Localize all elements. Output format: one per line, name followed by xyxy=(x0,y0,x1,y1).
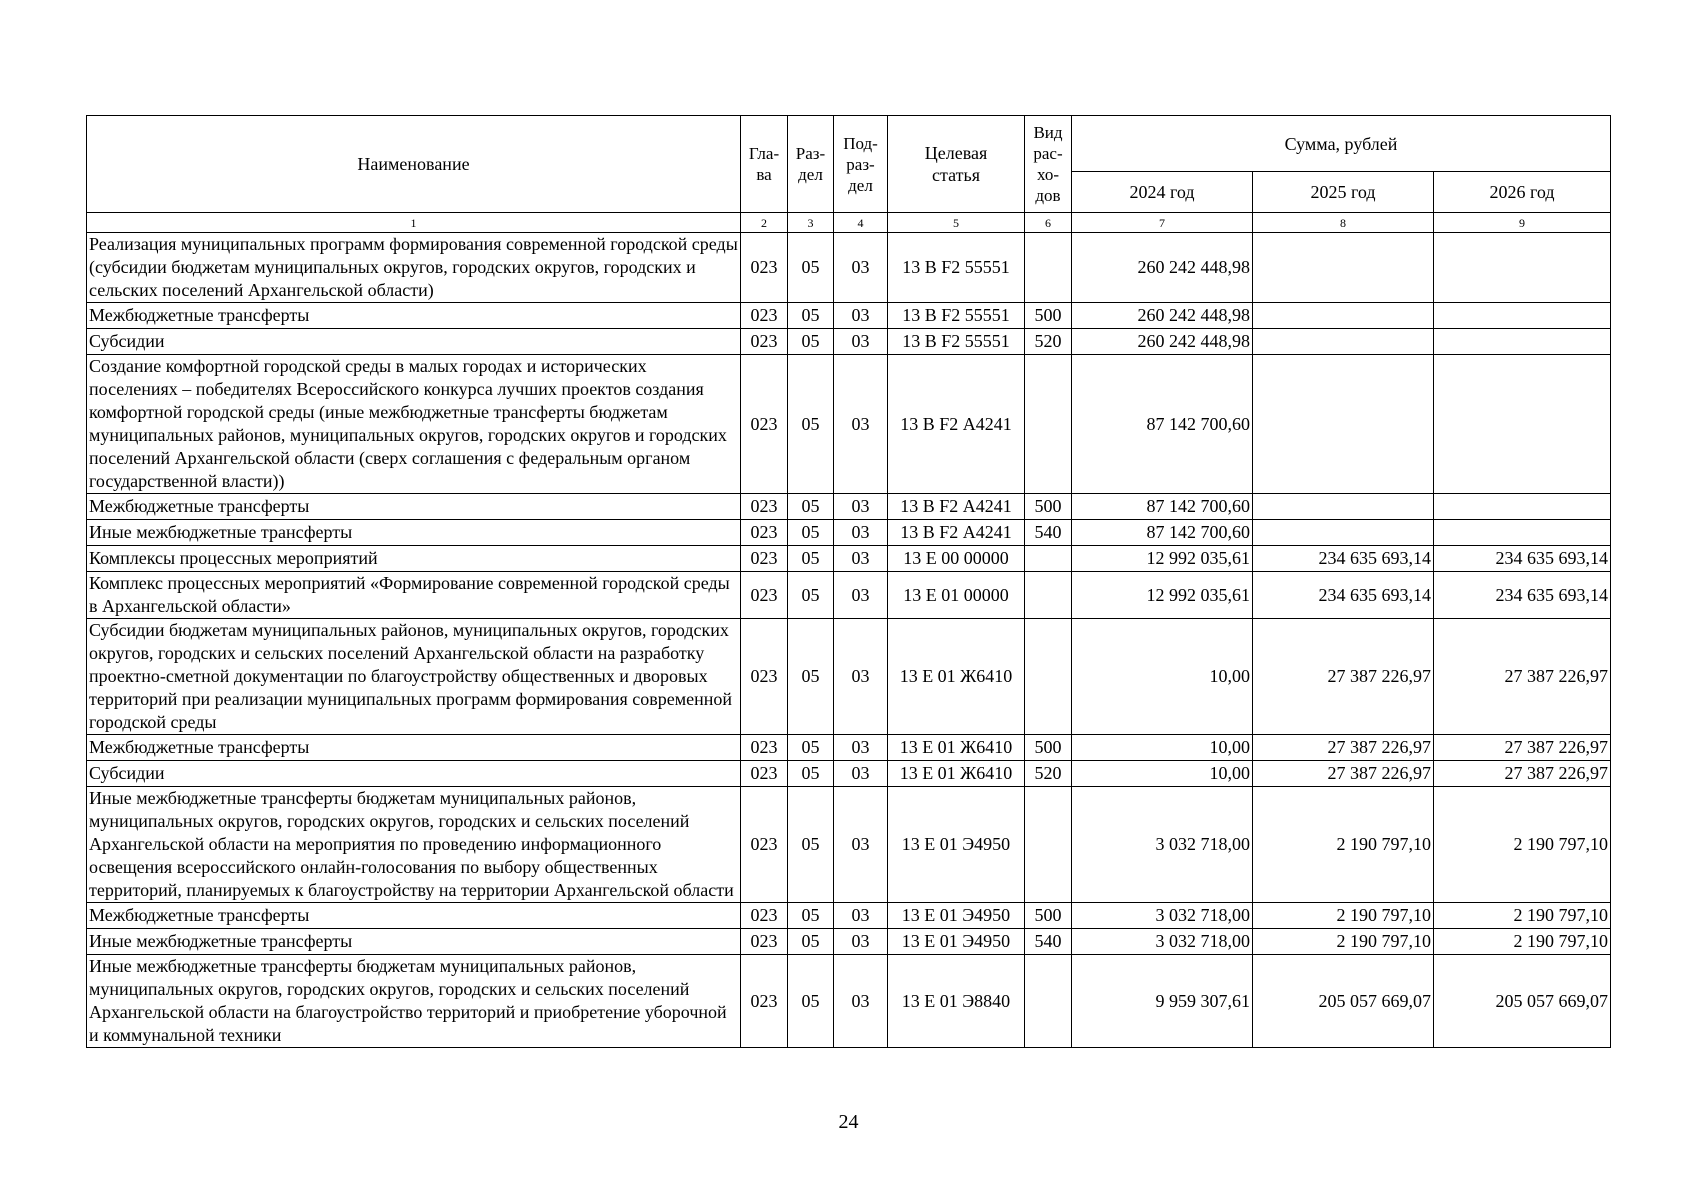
table-row xyxy=(87,233,1611,303)
cell-razdel: 05 xyxy=(788,929,834,955)
cell-sum-2025: 27 387 226,97 xyxy=(1253,735,1434,761)
cell-razdel: 05 xyxy=(788,735,834,761)
table-row xyxy=(87,929,1611,955)
cell-sum-2025: 234 635 693,14 xyxy=(1253,546,1434,572)
table-row xyxy=(87,955,1611,1048)
cell-name: Субсидии xyxy=(87,761,741,787)
cell-sum-2024: 260 242 448,98 xyxy=(1072,303,1253,329)
cell-podrazdel: 03 xyxy=(834,233,888,303)
header-year-2024: 2024 год xyxy=(1072,172,1253,213)
cell-podrazdel: 03 xyxy=(834,494,888,520)
cell-podrazdel: 03 xyxy=(834,955,888,1048)
column-number: 3 xyxy=(788,213,834,233)
cell-celevaya-statya: 13 Е 00 00000 xyxy=(888,546,1025,572)
budget-table xyxy=(86,115,1611,1048)
table-row xyxy=(87,787,1611,903)
cell-razdel: 05 xyxy=(788,955,834,1048)
cell-podrazdel: 03 xyxy=(834,546,888,572)
cell-razdel: 05 xyxy=(788,903,834,929)
cell-sum-2025 xyxy=(1253,233,1434,303)
cell-sum-2026: 234 635 693,14 xyxy=(1434,546,1611,572)
cell-celevaya-statya: 13 Е 01 Ж6410 xyxy=(888,735,1025,761)
cell-name: Межбюджетные трансферты xyxy=(87,303,741,329)
cell-razdel: 05 xyxy=(788,787,834,903)
cell-name: Реализация муниципальных программ формирования современной городской среды (субсидии бюджетам муниципальных округов, городских округов, городских и сельских поселений Архангельской области) xyxy=(87,233,741,303)
cell-glava: 023 xyxy=(741,761,788,787)
cell-celevaya-statya: 13 Е 01 Э8840 xyxy=(888,955,1025,1048)
cell-sum-2024: 10,00 xyxy=(1072,619,1253,735)
cell-glava: 023 xyxy=(741,787,788,903)
cell-podrazdel: 03 xyxy=(834,572,888,619)
cell-podrazdel: 03 xyxy=(834,903,888,929)
cell-glava: 023 xyxy=(741,619,788,735)
cell-sum-2026: 2 190 797,10 xyxy=(1434,903,1611,929)
cell-vid-rashodov xyxy=(1025,619,1072,735)
header-razdel: Раз- дел xyxy=(788,116,834,213)
cell-sum-2025: 205 057 669,07 xyxy=(1253,955,1434,1048)
cell-razdel: 05 xyxy=(788,329,834,355)
cell-sum-2025: 2 190 797,10 xyxy=(1253,929,1434,955)
cell-glava: 023 xyxy=(741,233,788,303)
cell-sum-2025 xyxy=(1253,520,1434,546)
header-year-2026: 2026 год xyxy=(1434,172,1611,213)
column-number: 6 xyxy=(1025,213,1072,233)
cell-sum-2024: 3 032 718,00 xyxy=(1072,929,1253,955)
cell-sum-2025 xyxy=(1253,494,1434,520)
column-number: 2 xyxy=(741,213,788,233)
cell-sum-2026: 27 387 226,97 xyxy=(1434,735,1611,761)
column-number: 8 xyxy=(1253,213,1434,233)
header-summa: Сумма, рублей xyxy=(1072,116,1611,172)
cell-glava: 023 xyxy=(741,355,788,494)
cell-celevaya-statya: 13 Е 01 Ж6410 xyxy=(888,619,1025,735)
cell-sum-2025 xyxy=(1253,329,1434,355)
cell-name: Создание комфортной городской среды в малых городах и исторических поселениях – победителях Всероссийского конкурса лучших проектов создания комфортной городской среды (иные межбюджетные трансферты бюджетам муниципальных районов, муниципальных округов, городских округов и городских поселений Архангельской области (сверх соглашения с федеральным органом государственной власти)) xyxy=(87,355,741,494)
cell-sum-2025: 27 387 226,97 xyxy=(1253,619,1434,735)
cell-vid-rashodov: 500 xyxy=(1025,303,1072,329)
table-row xyxy=(87,303,1611,329)
cell-sum-2024: 10,00 xyxy=(1072,761,1253,787)
header-celevaya-statya: Целевая статья xyxy=(888,116,1025,213)
cell-sum-2025 xyxy=(1253,355,1434,494)
column-number: 4 xyxy=(834,213,888,233)
cell-name: Комплекс процессных мероприятий «Формирование современной городской среды в Архангельской области» xyxy=(87,572,741,619)
cell-podrazdel: 03 xyxy=(834,520,888,546)
cell-sum-2024: 87 142 700,60 xyxy=(1072,355,1253,494)
header-glava: Гла- ва xyxy=(741,116,788,213)
column-number: 1 xyxy=(87,213,741,233)
column-number: 9 xyxy=(1434,213,1611,233)
cell-celevaya-statya: 13 Е 01 00000 xyxy=(888,572,1025,619)
cell-sum-2024: 3 032 718,00 xyxy=(1072,903,1253,929)
cell-sum-2024: 3 032 718,00 xyxy=(1072,787,1253,903)
cell-razdel: 05 xyxy=(788,303,834,329)
cell-vid-rashodov xyxy=(1025,955,1072,1048)
cell-glava: 023 xyxy=(741,303,788,329)
cell-vid-rashodov xyxy=(1025,233,1072,303)
cell-vid-rashodov: 540 xyxy=(1025,520,1072,546)
cell-razdel: 05 xyxy=(788,494,834,520)
cell-sum-2024: 260 242 448,98 xyxy=(1072,233,1253,303)
cell-sum-2026 xyxy=(1434,494,1611,520)
cell-glava: 023 xyxy=(741,329,788,355)
table-row xyxy=(87,572,1611,619)
cell-sum-2024: 9 959 307,61 xyxy=(1072,955,1253,1048)
cell-sum-2025: 234 635 693,14 xyxy=(1253,572,1434,619)
header-vid-rashodov: Вид рас- хо- дов xyxy=(1025,116,1072,213)
cell-vid-rashodov: 520 xyxy=(1025,329,1072,355)
page-number: 24 xyxy=(838,1111,859,1133)
cell-glava: 023 xyxy=(741,494,788,520)
cell-sum-2024: 260 242 448,98 xyxy=(1072,329,1253,355)
cell-glava: 023 xyxy=(741,929,788,955)
cell-sum-2026: 2 190 797,10 xyxy=(1434,787,1611,903)
cell-sum-2024: 87 142 700,60 xyxy=(1072,520,1253,546)
cell-podrazdel: 03 xyxy=(834,735,888,761)
cell-glava: 023 xyxy=(741,572,788,619)
cell-podrazdel: 03 xyxy=(834,787,888,903)
cell-sum-2026: 2 190 797,10 xyxy=(1434,929,1611,955)
table-row xyxy=(87,903,1611,929)
cell-razdel: 05 xyxy=(788,546,834,572)
cell-name: Межбюджетные трансферты xyxy=(87,494,741,520)
cell-vid-rashodov: 500 xyxy=(1025,903,1072,929)
cell-celevaya-statya: 13 В F2 55551 xyxy=(888,233,1025,303)
cell-razdel: 05 xyxy=(788,761,834,787)
cell-razdel: 05 xyxy=(788,572,834,619)
cell-celevaya-statya: 13 В F2 55551 xyxy=(888,329,1025,355)
cell-sum-2026: 27 387 226,97 xyxy=(1434,619,1611,735)
column-number: 7 xyxy=(1072,213,1253,233)
table-row xyxy=(87,619,1611,735)
table-row xyxy=(87,329,1611,355)
cell-glava: 023 xyxy=(741,546,788,572)
header-year-2025: 2025 год xyxy=(1253,172,1434,213)
cell-sum-2025: 2 190 797,10 xyxy=(1253,787,1434,903)
cell-name: Иные межбюджетные трансферты xyxy=(87,520,741,546)
cell-name: Комплексы процессных мероприятий xyxy=(87,546,741,572)
header-name: Наименование xyxy=(87,116,741,213)
cell-name: Субсидии xyxy=(87,329,741,355)
table-row xyxy=(87,520,1611,546)
cell-sum-2026: 234 635 693,14 xyxy=(1434,572,1611,619)
cell-vid-rashodov xyxy=(1025,355,1072,494)
cell-sum-2026 xyxy=(1434,520,1611,546)
cell-podrazdel: 03 xyxy=(834,303,888,329)
cell-sum-2026 xyxy=(1434,329,1611,355)
cell-vid-rashodov: 500 xyxy=(1025,735,1072,761)
cell-sum-2025: 2 190 797,10 xyxy=(1253,903,1434,929)
cell-celevaya-statya: 13 Е 01 Э4950 xyxy=(888,787,1025,903)
table-row xyxy=(87,494,1611,520)
cell-razdel: 05 xyxy=(788,355,834,494)
cell-sum-2026 xyxy=(1434,355,1611,494)
cell-podrazdel: 03 xyxy=(834,761,888,787)
cell-vid-rashodov xyxy=(1025,546,1072,572)
cell-podrazdel: 03 xyxy=(834,619,888,735)
cell-vid-rashodov: 540 xyxy=(1025,929,1072,955)
cell-vid-rashodov: 520 xyxy=(1025,761,1072,787)
cell-sum-2024: 12 992 035,61 xyxy=(1072,546,1253,572)
cell-sum-2026: 205 057 669,07 xyxy=(1434,955,1611,1048)
cell-name: Субсидии бюджетам муниципальных районов, муниципальных округов, городских округов, городских и сельских поселений Архангельской области на разработку проектно-сметной документации по благоустройству общественных и дворовых территорий при реализации муниципальных программ формирования современной городской среды xyxy=(87,619,741,735)
column-number: 5 xyxy=(888,213,1025,233)
cell-sum-2024: 12 992 035,61 xyxy=(1072,572,1253,619)
table-row xyxy=(87,735,1611,761)
cell-celevaya-statya: 13 В F2 А4241 xyxy=(888,520,1025,546)
cell-celevaya-statya: 13 Е 01 Э4950 xyxy=(888,929,1025,955)
cell-name: Иные межбюджетные трансферты xyxy=(87,929,741,955)
cell-razdel: 05 xyxy=(788,233,834,303)
cell-vid-rashodov: 500 xyxy=(1025,494,1072,520)
header-podrazdel: Под- раз- дел xyxy=(834,116,888,213)
cell-name: Межбюджетные трансферты xyxy=(87,735,741,761)
cell-glava: 023 xyxy=(741,955,788,1048)
cell-razdel: 05 xyxy=(788,520,834,546)
cell-razdel: 05 xyxy=(788,619,834,735)
cell-podrazdel: 03 xyxy=(834,329,888,355)
cell-celevaya-statya: 13 В F2 55551 xyxy=(888,303,1025,329)
cell-name: Иные межбюджетные трансферты бюджетам муниципальных районов, муниципальных округов, городских округов, городских и сельских поселений Архангельской области на мероприятия по проведению информационного освещения всероссийского онлайн-голосования по выбору общественных территорий, планируемых к благоустройству на территории Архангельской области xyxy=(87,787,741,903)
cell-celevaya-statya: 13 Е 01 Э4950 xyxy=(888,903,1025,929)
cell-vid-rashodov xyxy=(1025,572,1072,619)
cell-sum-2024: 87 142 700,60 xyxy=(1072,494,1253,520)
cell-celevaya-statya: 13 В F2 А4241 xyxy=(888,494,1025,520)
table-row xyxy=(87,761,1611,787)
cell-podrazdel: 03 xyxy=(834,355,888,494)
table-header xyxy=(87,116,1611,233)
cell-sum-2024: 10,00 xyxy=(1072,735,1253,761)
cell-name: Межбюджетные трансферты xyxy=(87,903,741,929)
cell-podrazdel: 03 xyxy=(834,929,888,955)
cell-celevaya-statya: 13 В F2 А4241 xyxy=(888,355,1025,494)
cell-vid-rashodov xyxy=(1025,787,1072,903)
cell-sum-2026 xyxy=(1434,233,1611,303)
cell-sum-2025 xyxy=(1253,303,1434,329)
cell-sum-2026: 27 387 226,97 xyxy=(1434,761,1611,787)
cell-name: Иные межбюджетные трансферты бюджетам муниципальных районов, муниципальных округов, городских округов, городских и сельских поселений Архангельской области на благоустройство территорий и приобретение уборочной и коммунальной техники xyxy=(87,955,741,1048)
table-row xyxy=(87,355,1611,494)
cell-glava: 023 xyxy=(741,735,788,761)
cell-celevaya-statya: 13 Е 01 Ж6410 xyxy=(888,761,1025,787)
cell-glava: 023 xyxy=(741,903,788,929)
table-row xyxy=(87,546,1611,572)
cell-glava: 023 xyxy=(741,520,788,546)
cell-sum-2025: 27 387 226,97 xyxy=(1253,761,1434,787)
cell-sum-2026 xyxy=(1434,303,1611,329)
table-body xyxy=(87,233,1611,1048)
